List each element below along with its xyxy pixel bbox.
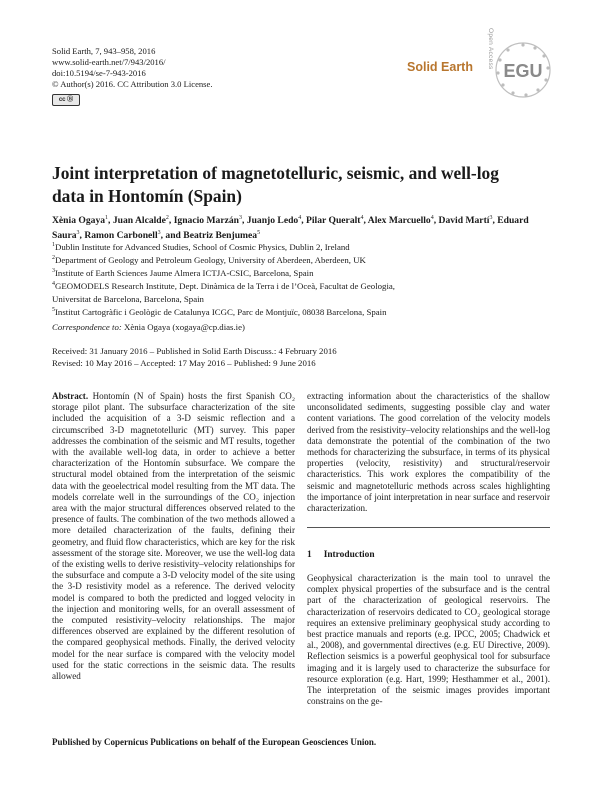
article-title: Joint interpretation of magnetotelluric, seismic, and well-log data in Hontomín (Spain) xyxy=(52,163,499,206)
author: Eduard Saura xyxy=(52,215,529,242)
section-title: Introduction xyxy=(323,550,375,560)
abstract-column-left xyxy=(52,391,295,721)
author: Beatriz Benjumea xyxy=(183,230,258,242)
author-list: Xènia Ogaya$^1$, Juan Alcalde$^2$, Ignacio Marzán$^3$, Juanjo Ledo$^4$, Pilar Queralt$^4$, Alex Marcuello$^4$, David Martí$^3$, Eduard Saura$^3$, Ramon Carbonell$^3$, and Beatriz Benjumea$^5$ xyxy=(52,215,529,242)
author: Juan Alcalde xyxy=(112,215,166,227)
egu-text: EGU xyxy=(503,61,543,81)
affiliation: $^1$Dublin Institute for Advanced Studies, School of Cosmic Physics, Dublin 2, Ireland xyxy=(52,241,350,252)
correspondence-label: Correspondence to: xyxy=(52,322,122,332)
license-line: © Author(s) 2016. CC Attribution 3.0 License. xyxy=(52,79,213,89)
correspondence-contact[interactable]: Xènia Ogaya (xogaya@cp.dias.ie) xyxy=(124,322,245,332)
author: Ramon Carbonell xyxy=(84,230,158,242)
abstract-column-right: extracting information about the characteristics of the shallow unconsolidated sediments, suggesting possible clay and water content variations. The good correlation of the velocity models derived from the resistivity–velocity relationships and the well-log data demonstrate the potential of the combination of the two methods for characterizing the subsurface, in terms of its physical properties (velocity, resistivity) and structural/reservoir characteristics. This work explores the compatibility of the seismic and magnetotelluric methods across scales highlighting the importance of joint interpretation in near surface and reservoir characterization. xyxy=(307,391,550,514)
open-access-label: Open Access xyxy=(487,28,494,70)
cc-license-icon: cc Ⓑ xyxy=(52,94,80,106)
author: Pilar Queralt xyxy=(306,215,361,227)
author: Alex Marcuello xyxy=(367,215,431,227)
author: Ignacio Marzán xyxy=(173,215,239,227)
journal-citation: Solid Earth, 7, 943–958, 2016 xyxy=(52,46,156,56)
section-divider xyxy=(307,527,550,528)
section-number: 1 xyxy=(307,550,312,560)
affiliation: $^2$Department of Geology and Petroleum Geology, University of Aberdeen, Aberdeen, UK xyxy=(52,254,366,265)
doi[interactable]: doi:10.5194/se-7-943-2016 xyxy=(52,68,146,78)
revised-line: Revised: 10 May 2016 – Accepted: 17 May 2016 – Published: 9 June 2016 xyxy=(52,357,316,368)
introduction-text: Geophysical characterization is the main tool to unravel the complex physical properties of the subsurface and is the central part of the characterization of geological reservoirs. The characterization of reservoirs dedicated to CO₂ geological storage requires an extensive preliminary geophysical study according to best practice manuals and reports (e.g. IPCC, 2005; Chadwick et al., 2008), and governmental directives (e.g. EU Directive, 2009). Reflection seismics is a powerful geophysical tool for subsurface imaging and it is largely used to characterize the subsurface for resource exploration (e.g. Hart, 1999; Hesthammer et al., 2001). The interpretation of the seismic images provides important constrains on the ge- xyxy=(307,573,550,707)
publisher-footer: Published by Copernicus Publications on behalf of the European Geosciences Union. xyxy=(52,737,377,747)
received-line: Received: 31 January 2016 – Published in Solid Earth Discuss.: 4 February 2016 xyxy=(52,346,337,356)
affiliation: Universitat de Barcelona, Barcelona, Spain xyxy=(52,293,204,304)
affiliation: $^5$Institut Cartogràfic i Geològic de Catalunya ICGC, Parc de Montjuïc, 08038 Barcelona, Spain xyxy=(52,306,387,317)
author: David Martí xyxy=(438,215,490,227)
publication-dates xyxy=(52,346,337,369)
abstract-label: Abstract. xyxy=(52,391,89,401)
affiliation: $^3$Institute of Earth Sciences Jaume Almera ICTJA-CSIC, Barcelona, Spain xyxy=(52,267,314,278)
author: Xènia Ogaya xyxy=(52,215,106,227)
abstract-text: Hontomín (N of Spain) hosts the first Spanish CO₂ storage pilot plant. The subsurface characterization of the site included the acquisition of a 3-D seismic reflection and a circumscribed 3-D magnetotelluric (MT) survey. This paper addresses the combination of the seismic and MT results, together with the available well-log data, in order to achieve a better characterization of the Hontomín subsurface. We compare the structural model obtained from the interpretation of the seismic data with the geoelectrical model resulting from the MT data. The models correlate well in the surroundings of the CO₂ injection area with the major structural differences observed related to the presence of faults. The combination of the two methods allowed a more detailed characterization of the faults, defining their geometry, and fluid flow characteristics, which are key for the risk assessment of the storage site. Moreover, we use the well-log data of the existing wells to derive resistivity–velocity relationships for the subsurface and compute a 3-D velocity model of the site using the 3-D resistivity model as a reference. The derived velocity model is compared to both the predicted and logged velocity in the injection and monitoring wells, for an overall assessment of the computed resistivity–velocity relationships. The major differences observed are explained by the different resolution of the compared geophysical methods. Finally, the derived velocity model for the near surface is compared with the velocity model used for the static corrections in the seismic data. The results allowed xyxy=(52,391,295,682)
section-heading xyxy=(307,550,375,560)
egu-logo-icon xyxy=(493,40,553,100)
affiliation: $^4$GEOMODELS Research Institute, Dept. Dinàmica de la Terra i de l’Oceà, Facultat de Geologia, xyxy=(52,280,395,291)
author: Juanjo Ledo xyxy=(246,215,299,227)
affiliations xyxy=(52,240,532,318)
article-url[interactable]: www.solid-earth.net/7/943/2016/ xyxy=(52,57,166,67)
correspondence xyxy=(52,322,245,333)
journal-name: Solid Earth xyxy=(407,60,473,74)
